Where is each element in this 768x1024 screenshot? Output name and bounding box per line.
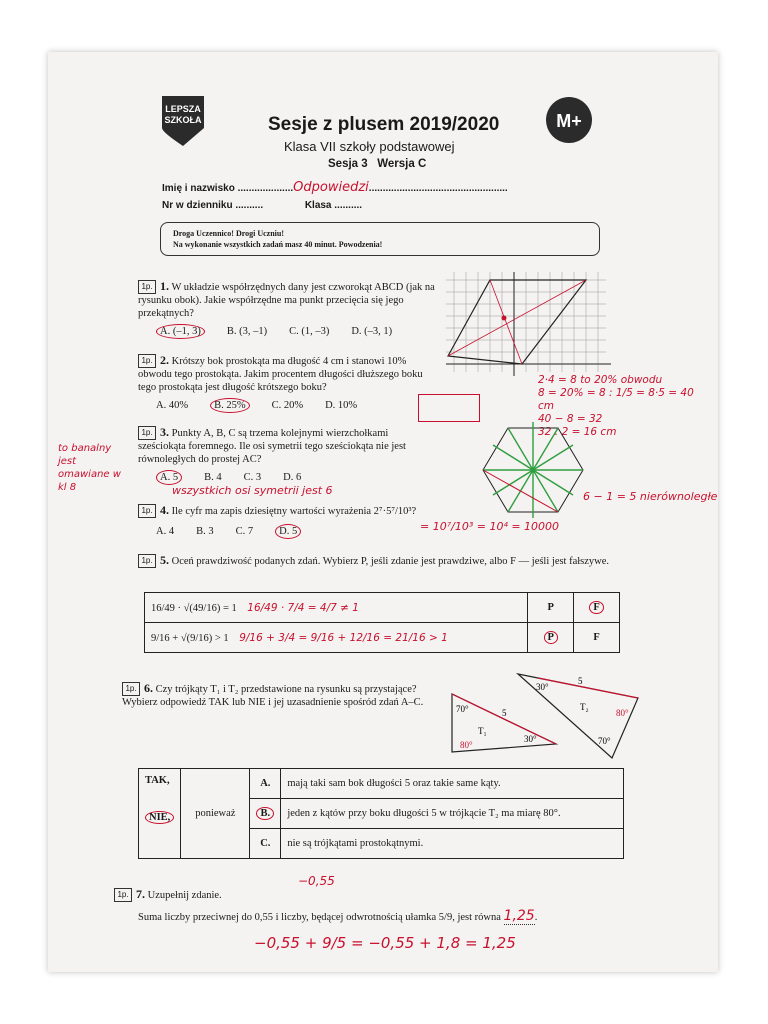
q4-option-b[interactable]: B. 3	[196, 526, 214, 537]
q5-row-1-p[interactable]: P	[528, 593, 574, 623]
svg-text:M+: M+	[556, 111, 582, 131]
question-5: 1p. 5. Oceń prawdziwość podanych zdań. Wybierz P, jeśli zdanie jest prawdziwe, albo F — jeśli jest fałszywe.	[138, 554, 618, 568]
q3-options	[156, 470, 438, 485]
q3-option-a[interactable]: A. 5	[156, 470, 182, 485]
q1-option-c[interactable]: C. (1, –3)	[289, 326, 330, 337]
question-2: 1p. 2. Krótszy bok prostokąta ma długość 4 cm i stanowi 10% obwodu tego prostokąta. Jakim procentem długości dłuższego boku tego prostokąta jest długość krótszego boku? A. 40% B. 25% C. 20% D. 10%	[138, 354, 438, 413]
question-1: 1p. 1. W układzie współrzędnych dany jest czworokąt ABCD (jak na rysunku obok). Jakie współrzędne ma punkt przecięcia się jego przekątnych? A. (–1, 3) B. (3, –1) C. (1, –3) D. (–3, 1)	[138, 280, 438, 339]
q7-sentence: Suma liczby przeciwnej do 0,55 i liczby, będącej odwrotnością ułamka 5/9, jest równa 1,25.	[138, 908, 538, 924]
instruction-line-2: Na wykonanie wszystkich zadań masz 40 minut. Powodzenia!	[173, 240, 383, 249]
q7-work: −0,55 + 9/5 = −0,55 + 1,8 = 1,25	[254, 934, 516, 952]
q3-margin-note: to banalny jest omawiane w kl 8	[58, 443, 121, 493]
title: Sesje z plusem 2019/2020	[268, 114, 500, 135]
q2-rectangle-sketch	[418, 394, 480, 422]
svg-text:70°: 70°	[598, 736, 611, 746]
q5-row-2	[145, 623, 620, 653]
q5-statement-1: 16/49 · √(49/16) = 1 16/49 · 7/4 = 4/7 ≠ 1	[145, 593, 528, 623]
q1-option-a[interactable]: A. (–1, 3)	[156, 324, 205, 339]
q1-coordinate-grid	[446, 272, 616, 378]
q6-nie[interactable]: NIE,	[145, 811, 174, 824]
q6-option-b-letter[interactable]: B.	[250, 799, 281, 829]
q5-row-1	[145, 593, 620, 623]
journal-number-field[interactable]: Nr w dzienniku .......... Klasa ..........	[162, 200, 363, 211]
q4-handwritten-work: = 10⁷/10³ = 10⁴ = 10000	[420, 520, 560, 533]
m-plus-logo	[545, 96, 593, 144]
q4-options	[156, 524, 458, 539]
q5-row-2-p[interactable]: P	[528, 623, 574, 653]
question-4: 1p. 4. Ile cyfr ma zapis dziesiętny wartości wyrażenia 2⁷·5⁷/10³? A. 4 B. 3 C. 7 D. 5	[138, 504, 458, 539]
instruction-line-1: Droga Uczennico! Drogi Uczniu!	[173, 229, 285, 238]
q4-option-a[interactable]: A. 4	[156, 526, 175, 537]
svg-text:LEPSZA: LEPSZA	[165, 104, 201, 114]
instruction-box	[160, 222, 600, 256]
svg-text:30°: 30°	[536, 682, 549, 692]
q5-row-2-f[interactable]: F	[574, 623, 620, 653]
question-7: 1p. 7. Uzupełnij zdanie.	[114, 888, 614, 902]
q6-option-c-text: nie są trójkątami prostokątnymi.	[281, 829, 624, 859]
q6-option-a-text: mają taki sam bok długości 5 oraz takie same kąty.	[281, 769, 624, 799]
worksheet	[48, 52, 718, 972]
svg-text:T₂: T₂	[580, 702, 589, 712]
svg-text:5: 5	[578, 676, 583, 686]
q6-because: ponieważ	[181, 769, 250, 859]
q2-handwritten-notes: 2·4 = 8 to 20% obwodu 8 = 20% = 8 : 1/5 = 8·5 = 40 cm 40 − 8 = 32 32 : 2 = 16 cm	[538, 374, 694, 438]
q2-options	[156, 398, 438, 413]
q5-table	[144, 592, 620, 653]
svg-text:5: 5	[502, 708, 507, 718]
svg-text:SZKOŁA: SZKOŁA	[164, 115, 202, 125]
q3-option-d[interactable]: D. 6	[283, 472, 302, 483]
subtitle: Klasa VII szkoły podstawowej	[284, 139, 455, 154]
q7-work-top: −0,55	[298, 874, 335, 888]
q1-option-d[interactable]: D. (–3, 1)	[351, 326, 393, 337]
q6-tak[interactable]: TAK,	[145, 775, 170, 786]
q2-option-a[interactable]: A. 40%	[156, 400, 189, 411]
question-6: 1p. 6. Czy trójkąty T₁ i T₂ przedstawione na rysunku są przystające? Wybierz odpowiedź TAK lub NIE i jej uzasadnienie spośród zdań A–C.	[122, 681, 424, 708]
q6-tak-nie-cell	[139, 769, 181, 859]
q5-row-1-f[interactable]: F	[574, 593, 620, 623]
session-label: Sesja 3 Wersja C	[328, 158, 427, 170]
q2-option-b[interactable]: B. 25%	[210, 398, 250, 413]
q6-option-b-text: jeden z kątów przy boku długości 5 w trójkącie T₂ ma miarę 80°.	[281, 799, 624, 829]
q3-option-b[interactable]: B. 4	[204, 472, 222, 483]
q1-options	[156, 324, 438, 339]
q4-option-c[interactable]: C. 7	[235, 526, 254, 537]
q4-option-d[interactable]: D. 5	[275, 524, 301, 539]
svg-text:30°: 30°	[524, 734, 537, 744]
q7-answer[interactable]: 1,25	[503, 908, 535, 924]
q5-statement-2: 9/16 + √(9/16) > 1 9/16 + 3/4 = 9/16 + 12/16 = 21/16 > 1	[145, 623, 528, 653]
q2-option-c[interactable]: C. 20%	[271, 400, 304, 411]
q3-option-c[interactable]: C. 3	[243, 472, 262, 483]
q1-option-b[interactable]: B. (3, –1)	[226, 326, 268, 337]
svg-text:80°: 80°	[460, 740, 473, 750]
q6-answer-table	[138, 768, 624, 859]
q3-hexagon-figure	[478, 420, 588, 520]
q6-option-a-letter[interactable]: A.	[250, 769, 281, 799]
svg-text:T₁: T₁	[478, 726, 487, 736]
name-field[interactable]: Imię i nazwisko ....................Odpowiedzi..................................................	[162, 180, 508, 195]
q2-option-d[interactable]: D. 10%	[325, 400, 358, 411]
svg-text:80°: 80°	[616, 708, 629, 718]
q6-option-c-letter[interactable]: C.	[250, 829, 281, 859]
q3-answer-note: wszystkich osi symetrii jest 6	[172, 484, 333, 497]
lepsza-szkola-logo	[158, 92, 208, 148]
q6-triangles-figure	[438, 670, 678, 766]
question-3: 1p. 3. Punkty A, B, C są trzema kolejnymi wierzchołkami sześciokąta foremnego. Ile osi symetrii tego sześciokąta nie jest równoległych do prostej AC? A. 5 B. 4 C. 3 D. 6	[138, 426, 438, 485]
svg-text:70°: 70°	[456, 704, 469, 714]
q3-right-note: 6 − 1 = 5 nierównoległe	[583, 490, 718, 503]
